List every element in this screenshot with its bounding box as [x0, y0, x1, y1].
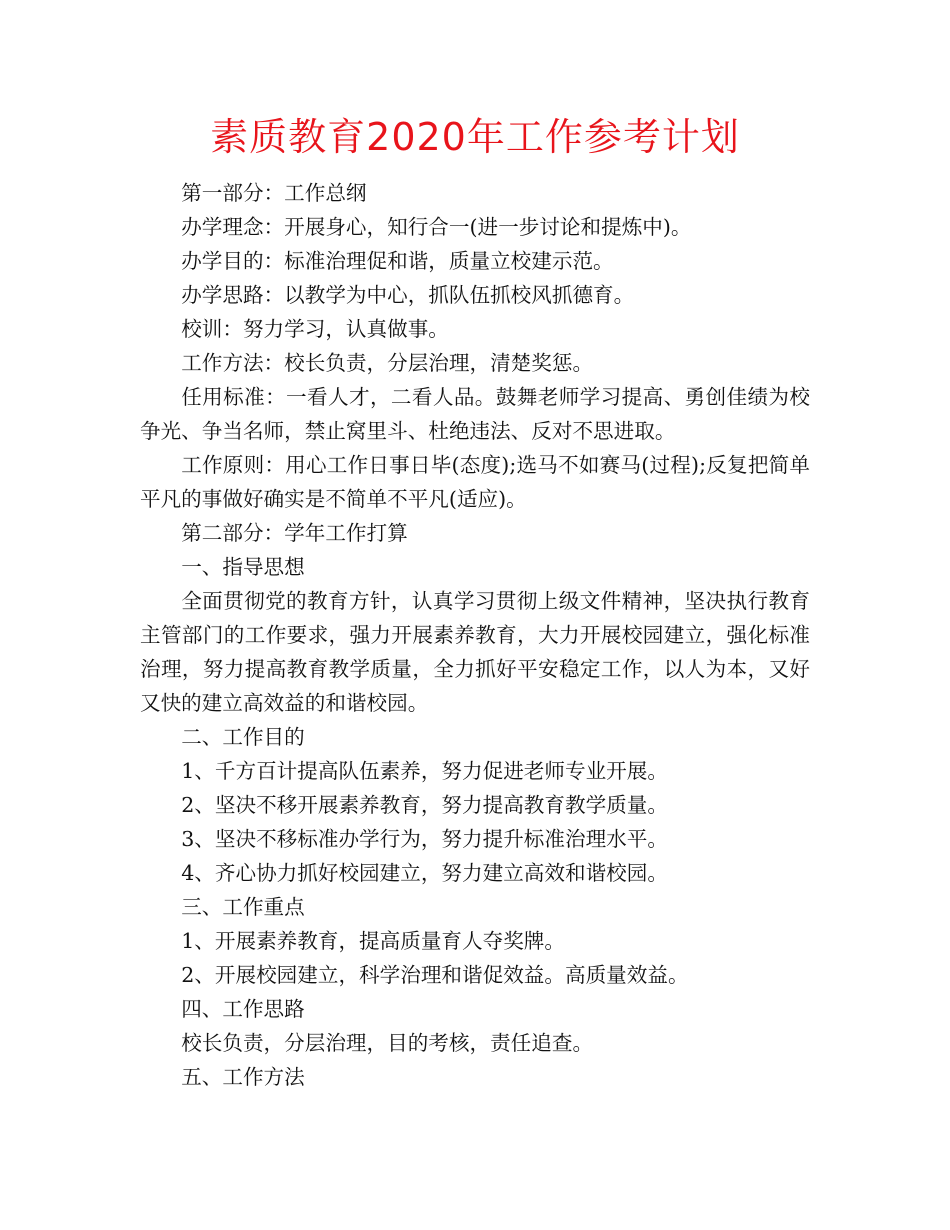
paragraph: 校长负责，分层治理，目的考核，责任追查。 — [181, 1031, 594, 1055]
paragraph: 第二部分：学年工作打算 — [181, 521, 408, 545]
paragraph: 任用标准：一看人才，二看人品。鼓舞老师学习提高、勇创佳绩为校争光、争当名师，禁止窝里斗、杜绝违法、反对不思进取。 — [140, 385, 810, 443]
paragraph: 1、千方百计提高队伍素养，努力促进老师专业开展。 — [181, 759, 668, 783]
paragraph: 校训：努力学习，认真做事。 — [181, 317, 449, 341]
paragraph: 第一部分：工作总纲 — [181, 181, 367, 205]
paragraph: 办学目的：标准治理促和谐，质量立校建示范。 — [181, 249, 614, 273]
paragraph: 2、坚决不移开展素养教育，努力提高教育教学质量。 — [181, 793, 668, 817]
paragraph: 三、工作重点 — [181, 895, 305, 919]
paragraph: 2、开展校园建立，科学治理和谐促效益。高质量效益。 — [181, 963, 689, 987]
paragraph: 全面贯彻党的教育方针，认真学习贯彻上级文件精神，坚决执行教育主管部门的工作要求，强力开展素养教育，大力开展校园建立，强化标准治理，努力提高教育教学质量，全力抓好平安稳定工作，以人为本，又好又快的建立高效益的和谐校园。 — [140, 589, 810, 715]
paragraph: 4、齐心协力抓好校园建立，努力建立高效和谐校园。 — [181, 861, 668, 885]
paragraph: 二、工作目的 — [181, 725, 305, 749]
paragraph: 3、坚决不移标准办学行为，努力提升标准治理水平。 — [181, 827, 668, 851]
paragraph: 五、工作方法 — [181, 1065, 305, 1089]
paragraph: 1、开展素养教育，提高质量育人夺奖牌。 — [181, 929, 565, 953]
paragraph: 一、指导思想 — [181, 555, 305, 579]
paragraph: 工作原则：用心工作日事日毕(态度);选马不如赛马(过程);反复把简单平凡的事做好确实是不简单不平凡(适应)。 — [140, 453, 810, 511]
paragraph: 办学理念：开展身心，知行合一(进一步讨论和提炼中)。 — [181, 215, 692, 239]
document-body — [140, 176, 810, 1094]
paragraph: 办学思路：以教学为中心，抓队伍抓校风抓德育。 — [181, 283, 635, 307]
paragraph: 四、工作思路 — [181, 997, 305, 1021]
document-title: 素质教育2020年工作参考计划 — [210, 115, 740, 159]
paragraph: 工作方法：校长负责，分层治理，清楚奖惩。 — [181, 351, 594, 375]
